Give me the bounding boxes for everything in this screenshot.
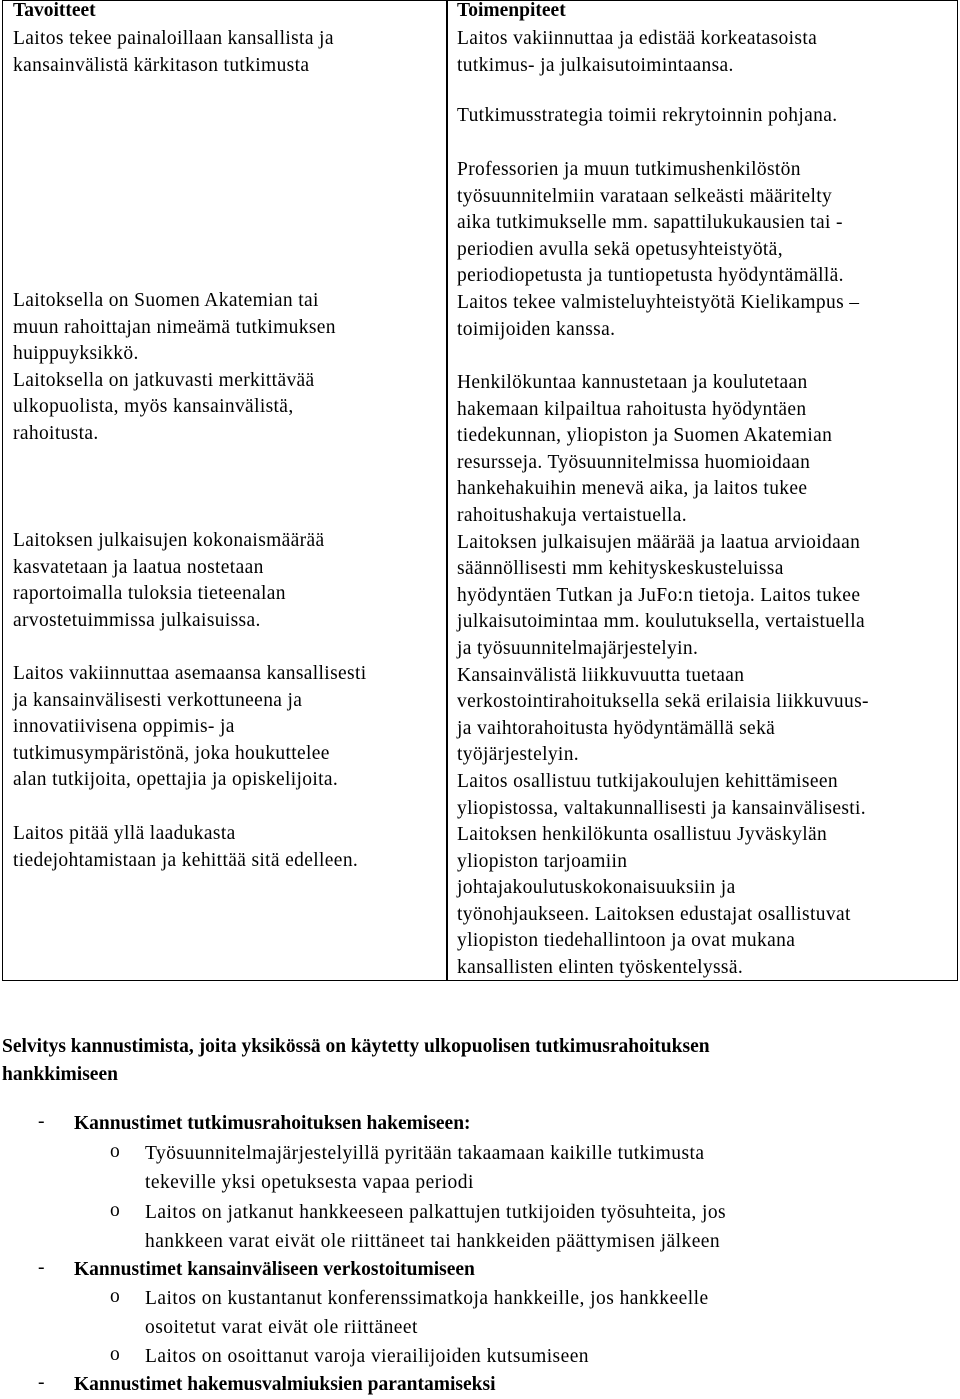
text-line: hakemaan kilpailtua rahoitusta hyödyntäen — [457, 398, 807, 420]
text-line: Laitos vakiinnuttaa ja edistää korkeatasoista — [457, 28, 818, 49]
text-line: muun rahoittajan nimeämä tutkimuksen — [13, 316, 336, 338]
text-line: Laitos osallistuu tutkijakoulujen kehittämiseen — [457, 770, 838, 792]
text-line: säännöllisesti mm kehityskeskusteluissa — [457, 558, 784, 580]
text-line: yliopistossa, valtakunnallisesti ja kansainvälisesti. — [457, 797, 867, 819]
text-line: tiedejohtamistaan ja kehittää sitä edelleen. — [13, 849, 359, 871]
text-line: Laitos on jatkanut hankkeeseen palkattujen tutkijoiden työsuhteita, jos — [145, 1202, 727, 1223]
text-line: osoitetut varat eivät ole riittäneet — [145, 1317, 418, 1338]
text-line: tutkimusympäristönä, joka houkuttelee — [13, 742, 330, 764]
heading-line: Selvitys kannustimista, joita yksikössä on käytetty ulkopuolisen tutkimusrahoituksen — [2, 1036, 710, 1057]
text-line: Laitos on kustantanut konferenssimatkoja hankkeille, jos hankkeelle — [145, 1288, 709, 1309]
text-line: hankkeen varat eivät ole riittäneet tai hankkeiden päättymisen jälkeen — [145, 1231, 721, 1252]
incentive-group-title: Kannustimet tutkimusrahoituksen hakemiseen: — [74, 1113, 471, 1134]
text-line: kansainvälistä kärkitason tutkimusta — [13, 54, 310, 76]
text-line: ja kansainvälisesti verkottuneena ja — [13, 689, 303, 711]
text-line: Kansainvälistä liikkuvuutta tuetaan — [457, 664, 745, 686]
incentive-group-title: Kannustimet kansainväliseen verkostoitumiseen — [74, 1259, 475, 1280]
text-line: rahoitusta. — [13, 422, 99, 444]
text-line: resursseja. Työsuunnitelmissa huomioidaan — [457, 451, 811, 473]
incentive-group-title: Kannustimet hakemusvalmiuksien parantamiseksi — [74, 1374, 496, 1395]
text-line: raportoimalla tuloksia tieteenalan — [13, 583, 286, 605]
goal-5 — [13, 821, 358, 874]
incentive-item — [145, 1284, 709, 1342]
bullet-marker: o — [110, 1286, 120, 1307]
text-line: Työsuunnitelmajärjestelyillä pyritään takaamaan kaikille tutkimusta — [145, 1143, 705, 1164]
text-line: huippuyksikkö. — [13, 343, 139, 365]
text-line: yliopiston tarjoamiin — [457, 850, 628, 872]
action-2 — [457, 103, 837, 130]
text-line: työnohjaukseen. Laitoksen edustajat osallistuvat — [457, 903, 851, 925]
text-line: ja vaihtorahoitusta hyödyntämällä sekä — [457, 717, 776, 739]
incentive-item — [145, 1342, 589, 1371]
text-line: Laitoksen henkilökunta osallistuu Jyväskylän — [457, 824, 828, 846]
right-column-header: Toimenpiteet — [457, 0, 566, 21]
action-1 — [457, 26, 817, 79]
text-line: Henkilökuntaa kannustetaan ja koulutetaan — [457, 372, 808, 393]
bullet-marker: o — [110, 1344, 120, 1365]
goal-1 — [13, 26, 334, 79]
text-line: alan tutkijoita, opettajia ja opiskelijoita. — [13, 769, 339, 791]
goal-2 — [13, 288, 336, 448]
goal-3 — [13, 528, 325, 634]
text-line: työjärjestelyin. — [457, 744, 580, 766]
text-line: aika tutkimukselle mm. sapattilukukausien tai - — [457, 212, 843, 234]
text-line: verkostointirahoituksella sekä erilaisia liikkuvuus- — [457, 691, 869, 713]
text-line: työsuunnitelmiin varataan selkeästi määritelty — [457, 185, 833, 207]
text-line: yliopiston tiedehallintoon ja ovat mukana — [457, 930, 796, 952]
text-line: johtajakoulutuskokonaisuuksiin ja — [457, 877, 736, 899]
text-line: periodien avulla sekä opetusyhteistyötä, — [457, 238, 783, 260]
text-line: Laitos tekee valmisteluyhteistyötä Kielikampus – — [457, 291, 860, 313]
text-line: kansallisten elinten työskentelyssä. — [457, 957, 744, 979]
heading-line: hankkimiseen — [2, 1064, 118, 1085]
text-line: tutkimus- ja julkaisutoimintaansa. — [457, 54, 734, 76]
text-line: Laitos vakiinnuttaa asemaansa kansallisesti — [13, 663, 367, 684]
text-line: Professorien ja muun tutkimushenkilöstön — [457, 159, 801, 180]
text-line: Laitos on osoittanut varoja vierailijoiden kutsumiseen — [145, 1346, 590, 1367]
text-line: rahoitushakuja vertaistuella. — [457, 504, 687, 526]
bullet-marker: o — [110, 1200, 120, 1221]
bullet-marker: o — [110, 1141, 120, 1162]
incentive-item — [145, 1198, 726, 1256]
text-line: Laitoksen julkaisujen kokonaismäärää — [13, 530, 325, 551]
text-line: hyödyntäen Tutkan ja JuFo:n tietoja. Laitos tukee — [457, 584, 861, 606]
dash-marker: - — [38, 1257, 45, 1278]
section-heading — [2, 1033, 710, 1089]
goal-4 — [13, 661, 367, 794]
text-line: arvostetuimmissa julkaisuissa. — [13, 609, 261, 631]
text-line: innovatiivisena oppimis- ja — [13, 716, 235, 738]
text-line: julkaisutoimintaa mm. koulutuksella, vertaistuella — [457, 611, 865, 633]
incentive-item — [145, 1139, 704, 1197]
text-line: Laitoksen julkaisujen määrää ja laatua arvioidaan — [457, 531, 861, 553]
text-line: tekeville yksi opetuksesta vapaa periodi — [145, 1172, 474, 1193]
left-column-header: Tavoitteet — [13, 0, 96, 21]
text-line: hankehakuihin menevä aika, ja laitos tukee — [457, 478, 808, 500]
dash-marker: - — [38, 1372, 45, 1393]
action-3 — [457, 157, 859, 343]
text-line: ja työsuunnitelmajärjestelyin. — [457, 637, 699, 659]
text-line: Laitoksella on Suomen Akatemian tai — [13, 290, 319, 311]
text-line: kasvatetaan ja laatua nostetaan — [13, 556, 264, 578]
text-line: Laitos tekee painaloillaan kansallista ja — [13, 28, 334, 49]
text-line: Laitoksella on jatkuvasti merkittävää — [13, 369, 315, 391]
text-line: periodiopetusta ja tuntiopetusta hyödyntämällä. — [457, 265, 844, 287]
text-line: ulkopuolista, myös kansainvälistä, — [13, 396, 294, 418]
column-divider — [446, 0, 448, 981]
text-line: Tutkimusstrategia toimii rekrytoinnin pohjana. — [457, 105, 838, 126]
text-line: tiedekunnan, yliopiston ja Suomen Akatemian — [457, 425, 833, 447]
dash-marker: - — [38, 1111, 45, 1132]
text-line: toimijoiden kanssa. — [457, 318, 616, 340]
text-line: Laitos pitää yllä laadukasta — [13, 823, 236, 844]
action-4 — [457, 370, 869, 982]
